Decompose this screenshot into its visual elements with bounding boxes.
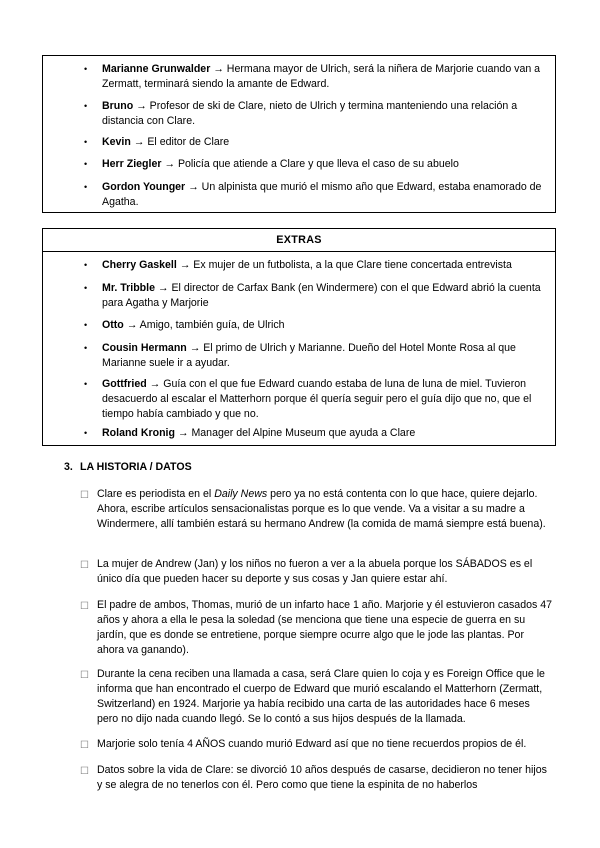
paragraph: La mujer de Andrew (Jan) y los niños no fueron a ver a la abuela porque los SÁBADOS es el único día que pueden hacer su deporte y sus cosas y Jan quiere estar ahí. [97, 558, 533, 585]
list-item [102, 426, 554, 441]
character-desc: → El primo de Ulrich y Marianne. Dueño del Hotel Monte Rosa al que Marianne suele ir a ayudar. [102, 342, 516, 369]
bullet-icon: • [84, 428, 88, 438]
list-item [102, 281, 554, 311]
paragraph: El padre de ambos, Thomas, murió de un infarto hace 1 año. Marjorie y él estuvieron casados 47 años y ahora a ella le pesa la soledad (se menciona que tiene una especie de guerra en su jardín, que es donde se entretiene, porque siempre ocurre algo que le jode las plantas. Por ahora va ganando). [97, 599, 552, 656]
character-name: Cousin Hermann [102, 342, 187, 354]
character-desc: → Policía que atiende a Clare y que lleva el caso de su abuelo [161, 158, 459, 170]
extras-title: EXTRAS [43, 229, 555, 252]
character-name: Kevin [102, 136, 131, 148]
checkbox-icon: ☐ [80, 490, 89, 501]
paragraph: Datos sobre la vida de Clare: se divorció 10 años después de casarse, decidieron no tener hijos y se alegra de no tenerlos con él. Pero como que tiene la espinita de no haberlos [97, 764, 547, 791]
list-item [102, 135, 554, 150]
paragraph: Durante la cena reciben una llamada a casa, será Clare quien lo coja y es Foreign Office que le informa que han encontrado el cuerpo de Edward que murió escalando el Matterhorn (Zermatt, Switzerland) en 1924. Marjorie ya había recibido una carta de las autoridades hace 6 meses pero no dijo nada cuando llegó. Se lo contó a sus hijos después de la llamada. [97, 668, 545, 725]
list-item [102, 377, 554, 422]
character-desc: → Guía con el que fue Edward cuando estaba de luna de luna de miel. Tuvieron desacuerdo al escalar el Matterhorn porque él quería seguir pero el guía dijo que no, que el tiempo había cambiado y que no. [102, 378, 532, 420]
checkbox-icon: ☐ [80, 560, 89, 571]
character-desc: → Ex mujer de un futbolista, a la que Clare tiene concertada entrevista [176, 259, 512, 271]
paragraph-text: Clare es periodista en el [97, 488, 215, 500]
bullet-icon: • [84, 283, 88, 293]
character-name: Cherry Gaskell [102, 259, 177, 271]
section-title: LA HISTORIA / DATOS [80, 461, 192, 473]
bullet-icon: • [84, 101, 88, 111]
newspaper-name: Daily News [214, 488, 268, 500]
character-desc: → Amigo, también guía, de Ulrich [123, 319, 285, 331]
list-item [102, 99, 554, 129]
bullet-icon: • [84, 260, 88, 270]
character-desc: → Profesor de ski de Clare, nieto de Ulrich y termina manteniendo una relación a distancia con Clare. [102, 100, 518, 127]
list-item [102, 180, 554, 210]
checkbox-icon: ☐ [80, 740, 89, 751]
bullet-icon: • [84, 64, 88, 74]
list-item [102, 258, 554, 273]
character-name: Gottfried [102, 378, 147, 390]
bullet-icon: • [84, 159, 88, 169]
checkbox-icon: ☐ [80, 766, 89, 777]
bullet-icon: • [84, 137, 88, 147]
bullet-icon: • [84, 320, 88, 330]
list-item [102, 318, 554, 333]
checkbox-icon: ☐ [80, 601, 89, 612]
list-item [102, 62, 554, 92]
character-name: Gordon Younger [102, 181, 186, 193]
character-desc: → Un alpinista que murió el mismo año que Edward, estaba enamorado de Agatha. [102, 181, 542, 208]
character-desc: → El director de Carfax Bank (en Windermere) con el que Edward abrió la cuenta para Agatha y Marjorie [102, 282, 541, 309]
character-name: Marianne Grunwalder [102, 63, 211, 75]
list-item [102, 157, 554, 172]
paragraph-text: pero ya no está contenta con lo que hace, quiere dejarlo. Ahora, escribe artículos sensacionalistas porque es lo que vende. Va a visitar a su madre a Windermere, allí también estará su hermano Andrew (la comida de mamá siempre está buena). [97, 488, 546, 530]
section-heading [64, 461, 192, 473]
paragraph [97, 487, 553, 532]
section-number: 3. [64, 461, 73, 473]
bullet-icon: • [84, 379, 88, 389]
checkbox-icon: ☐ [80, 670, 89, 681]
character-name: Mr. Tribble [102, 282, 155, 294]
list-item [102, 341, 554, 371]
character-name: Bruno [102, 100, 134, 112]
character-desc: → El editor de Clare [130, 136, 230, 148]
bullet-icon: • [84, 182, 88, 192]
character-name: Otto [102, 319, 124, 331]
paragraph: Marjorie solo tenía 4 AÑOS cuando murió Edward así que no tiene recuerdos propios de él. [97, 738, 527, 750]
character-desc: → Hermana mayor de Ulrich, será la niñera de Marjorie cuando van a Zermatt, terminará siendo la amante de Edward. [102, 63, 541, 90]
character-name: Herr Ziegler [102, 158, 162, 170]
character-name: Roland Kronig [102, 427, 175, 439]
character-desc: → Manager del Alpine Museum que ayuda a Clare [174, 427, 416, 439]
bullet-icon: • [84, 343, 88, 353]
